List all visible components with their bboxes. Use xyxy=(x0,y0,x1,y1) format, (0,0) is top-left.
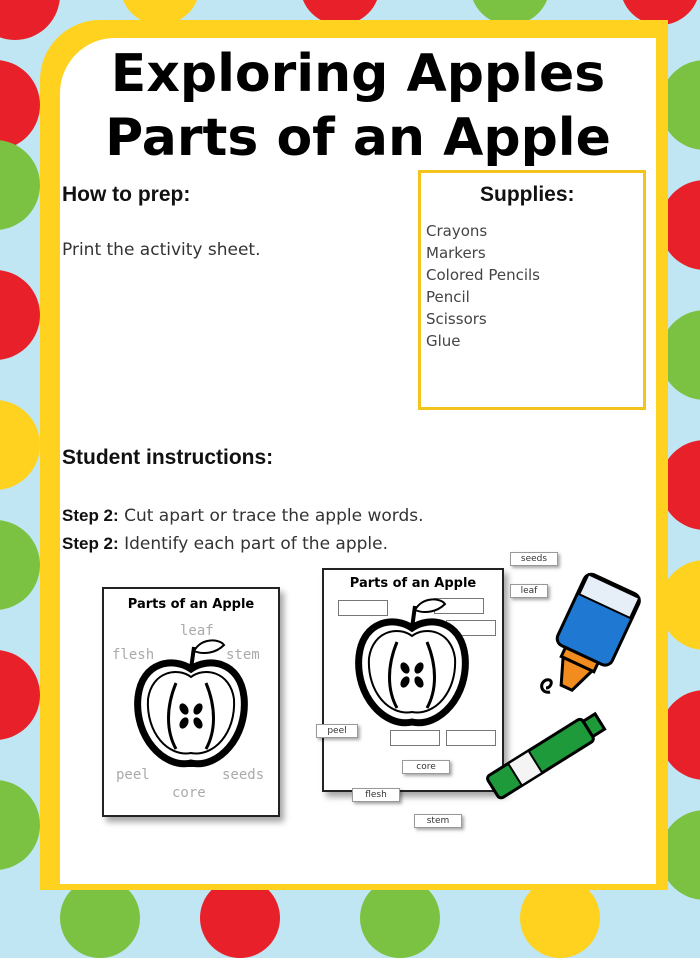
supplies-list xyxy=(426,220,540,352)
step-2 xyxy=(62,534,388,554)
step-1-label: Step 2: xyxy=(62,506,119,525)
step-1 xyxy=(62,506,424,526)
marker-icon xyxy=(470,700,630,810)
step-1-text: Cut apart or trace the apple words. xyxy=(124,506,424,526)
word-card-flesh: flesh xyxy=(352,788,400,802)
apple-outline-icon xyxy=(124,637,258,777)
label-seeds: seeds xyxy=(222,767,265,783)
label-leaf: leaf xyxy=(180,623,214,639)
worksheet-right-title: Parts of an Apple xyxy=(349,576,477,591)
prep-heading: How to prep: xyxy=(62,183,191,206)
prep-text: Print the activity sheet. xyxy=(62,240,261,260)
supply-item: Glue xyxy=(426,332,461,350)
bg-dot xyxy=(520,878,600,958)
bg-dot xyxy=(360,878,440,958)
step-2-label: Step 2: xyxy=(62,534,119,553)
word-card-seeds: seeds xyxy=(510,552,558,566)
bg-dot xyxy=(0,270,40,360)
bg-dot xyxy=(0,520,40,610)
bg-dot xyxy=(200,878,280,958)
word-card-peel: peel xyxy=(316,724,358,738)
bg-dot xyxy=(0,650,40,740)
word-card-leaf: leaf xyxy=(510,584,548,598)
bg-dot xyxy=(0,60,40,150)
bg-dot xyxy=(0,400,40,490)
step-2-text: Identify each part of the apple. xyxy=(124,534,389,554)
supply-item: Scissors xyxy=(426,310,487,328)
page-title-line2: Parts of an Apple xyxy=(105,108,611,168)
page-title-line1: Exploring Apples xyxy=(110,44,606,104)
label-flesh: flesh xyxy=(112,647,155,663)
bg-dot xyxy=(0,0,60,40)
bg-dot xyxy=(60,878,140,958)
supply-item: Colored Pencils xyxy=(426,266,540,284)
label-core: core xyxy=(172,785,206,801)
apple-outline-icon xyxy=(342,596,482,736)
instructions-heading: Student instructions: xyxy=(62,446,274,469)
supplies-heading: Supplies: xyxy=(480,183,575,206)
word-card-core: core xyxy=(402,760,450,774)
worksheet-left-title: Parts of an Apple xyxy=(127,597,255,612)
supply-item: Crayons xyxy=(426,222,488,240)
supply-item: Pencil xyxy=(426,288,470,306)
supply-item: Markers xyxy=(426,244,486,262)
bg-dot xyxy=(0,780,40,870)
worksheet-left xyxy=(102,587,280,817)
bg-dot xyxy=(0,140,40,230)
word-card-stem: stem xyxy=(414,814,462,828)
label-stem: stem xyxy=(226,647,260,663)
glue-bottle-icon xyxy=(516,566,646,706)
label-peel: peel xyxy=(116,767,150,783)
